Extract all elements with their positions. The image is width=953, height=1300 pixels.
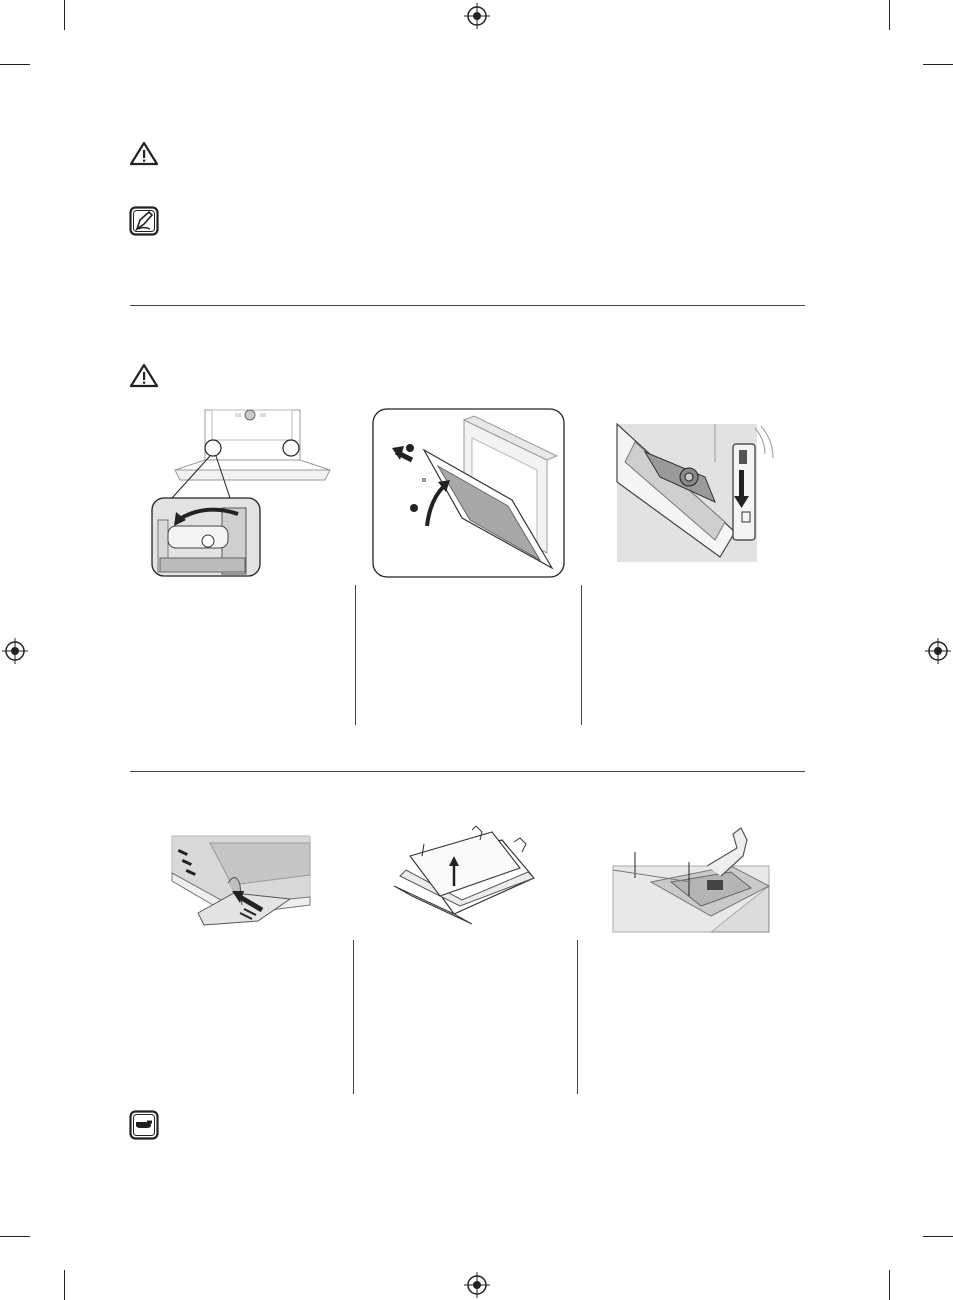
- crop-mark: [0, 1236, 30, 1237]
- crop-mark: [64, 1270, 65, 1300]
- column-divider: [577, 940, 578, 1094]
- door-edge-press-figure: [170, 835, 312, 927]
- registration-mark-icon: [464, 3, 490, 29]
- column-divider: [355, 585, 356, 725]
- tip-icon: [129, 1110, 159, 1140]
- warning-icon: [129, 141, 159, 166]
- door-tilt-figure: [372, 408, 566, 580]
- hinge-slot-figure: [615, 422, 777, 564]
- column-divider: [581, 585, 582, 725]
- crop-mark: [64, 0, 65, 30]
- crop-mark: [889, 0, 890, 30]
- crop-mark: [923, 64, 953, 65]
- registration-mark-icon: [464, 1272, 490, 1298]
- crop-mark: [0, 64, 30, 65]
- inner-glass-figure: [611, 826, 773, 934]
- glass-panel-lift-figure: [392, 826, 542, 932]
- crop-mark: [889, 1270, 890, 1300]
- section-divider: [130, 771, 805, 772]
- hinge-lever-figure: [150, 408, 335, 580]
- warning-icon: [129, 363, 159, 388]
- crop-mark: [923, 1236, 953, 1237]
- column-divider: [353, 940, 354, 1094]
- registration-mark-icon: [2, 638, 28, 664]
- section-divider: [130, 305, 805, 306]
- note-icon: [129, 206, 159, 236]
- registration-mark-icon: [925, 638, 951, 664]
